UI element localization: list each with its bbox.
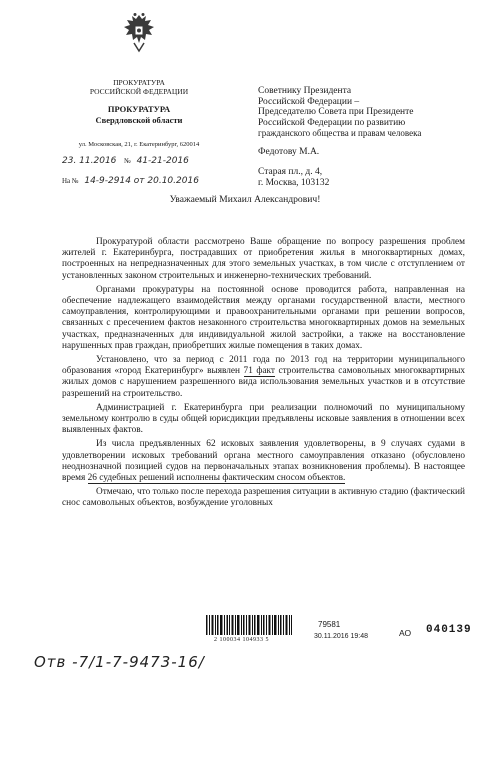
barcode-icon [206,615,292,635]
body-paragraph: Отмечаю, что только после перехода разрешения ситуации в активную стадию (фактический снос самовольных объектов, возбуждение уголовных [62,487,465,509]
registration-line [62,156,189,166]
body-paragraph: Администрацией г. Екатеринбурга при реализации полномочий по муниципальному земельному контролю в суды общей юрисдикции предъявлены исковые заявления в отношении всех выявленных фактов. [62,402,465,436]
addressee-line: Российской Федерации – [258,96,360,107]
addressee-line: Советнику Президента [258,86,352,96]
reference-number: 14-9-2914 от 20.10.2016 [84,176,199,186]
salutation: Уважаемый Михаил Александрович! [169,194,321,205]
addressee-block [258,86,488,139]
series-label: АО [399,628,412,638]
reference-prefix: На № [62,177,79,185]
underlined-phrase: 26 судебных решений исполнены фактическим сносом объектов. [87,473,346,484]
registration-no-prefix: № [124,157,131,165]
body-text-segment: строительства самовольных многоквартирных жилых домов с нарушением разрешенного вида использования земельных участков и в отсутствие разрешений на строительство. [62,366,465,399]
coat-of-arms-icon [122,12,156,54]
registration-number: 41-21-2016 [136,156,189,166]
org-name-line2: РОССИЙСКОЙ ФЕДЕРАЦИИ [89,87,189,96]
addressee-address-line1: Старая пл., д. 4, [258,167,323,177]
reference-line [62,176,199,186]
body-paragraph: Прокуратурой области рассмотрено Ваше обращение по вопросу разрешения проблем жителей г. Екатеринбурга, пострадавших от приобретения жилья в многоквартирных домах, построенных на непредназначенных для этого земельных участках, в том числе с отступлением от установленных законом строительных и инженерно-технических требований. [62,237,465,281]
addressee-line: гражданского общества и правам человека [258,128,422,138]
body-paragraph: Органами прокуратуры на постоянной основе проводится работа, направленная на обеспечение надлежащего взаимодействия между органами государственной власти, местного самоуправления, контролирующими и правоохранительными органами при решении вопросов, связанных с пресечением фактов незаконного строительства многоквартирных домов на земельных участках, предназначенных для индивидуальной жилой застройки, а также на восстановление нарушенных прав граждан, приобретших жилые помещения в таких домах. [62,284,465,351]
body-text-segment: Из числа предъявленных 62 исковых заявления удовлетворены, в 9 случаях судами в удовлетворении исковых требований органа местного самоуправления отказано (обусловлено неоднозначной позицией судов на первоначальных этапах возникновения проблемы). В настоящее время [62,439,465,484]
addressee-line: Председателю Совета при Президенте [258,107,414,117]
org-name-line1: ПРОКУРАТУРА [113,78,165,87]
org-bold-line2: Свердловской области [95,115,183,125]
org-bold-line1: ПРОКУРАТУРА [107,104,171,114]
registration-date: 23. 11.2016 [62,156,117,166]
body-paragraph [62,439,465,484]
stamp-number: 79581 [318,620,341,629]
handwritten-note: Отв -7/1-7-9473-16/ [34,653,205,671]
addressee-name: Федотову М.А. [258,147,320,157]
addressee-address-line2: г. Москва, 103132 [258,178,330,188]
letter-body [62,237,465,513]
body-paragraph [62,355,465,400]
body-text-segment: Установлено, что за период с 2011 года по 2013 год на территории муниципального образования «город Екатеринбург» выявлен [62,355,465,377]
org-address: ул. Московская, 21, г. Екатеринбург, 620014 [78,141,200,148]
addressee-line: Российской Федерации по развитию [258,117,406,128]
underlined-count: 71 факт [243,366,275,377]
barcode-number: 2 100034 104933 5 [214,637,269,643]
serial-number: 040139 [426,624,472,636]
stamp-date: 30.11.2016 19:48 [314,633,368,640]
